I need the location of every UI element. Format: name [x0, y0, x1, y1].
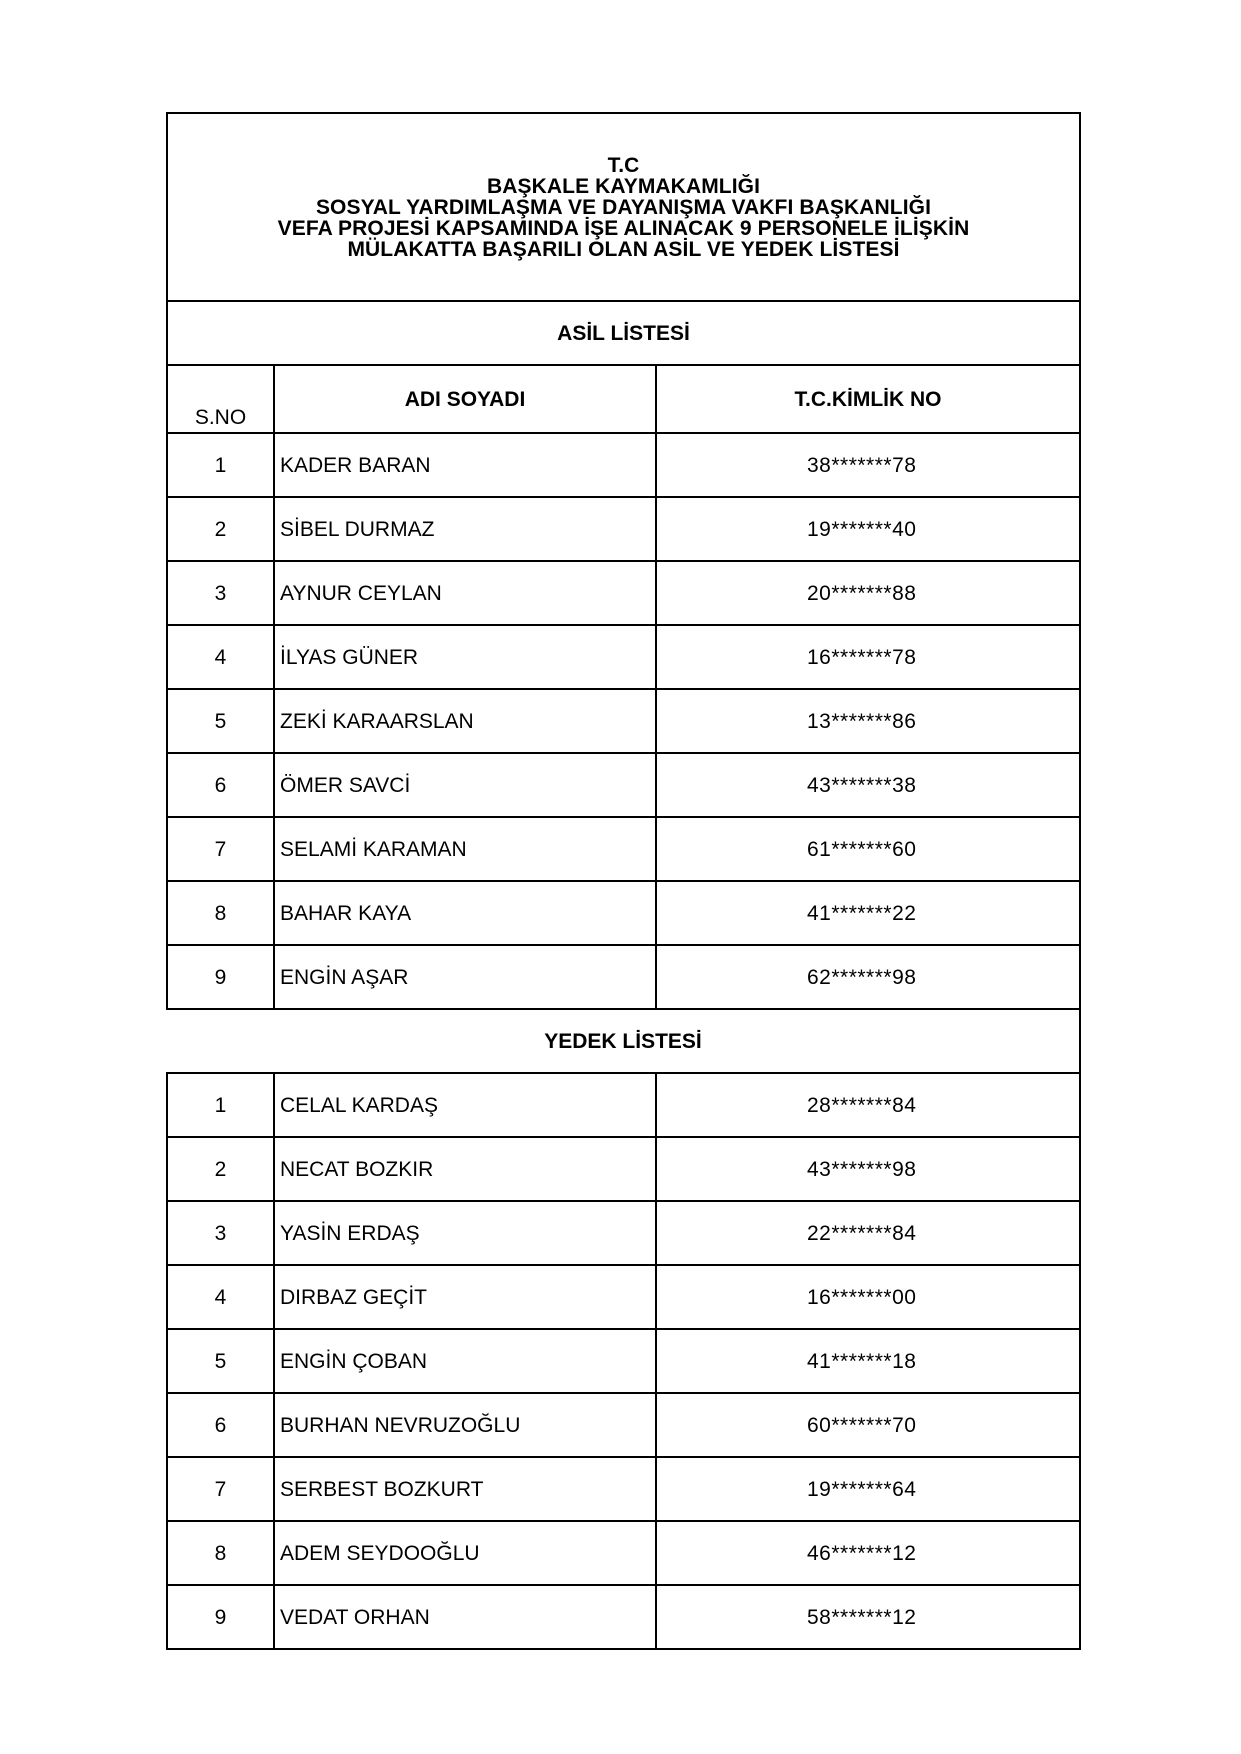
person-name: BAHAR KAYA: [274, 881, 656, 945]
table-row: [167, 1393, 1080, 1457]
table-row: [167, 1329, 1080, 1393]
person-name: SERBEST BOZKURT: [274, 1457, 656, 1521]
row-number: 1: [167, 433, 274, 497]
table-row: [167, 497, 1080, 561]
row-number: 7: [167, 817, 274, 881]
table-row: [167, 1137, 1080, 1201]
tc-kimlik-no: 43*******98: [656, 1137, 1080, 1201]
column-header-sno: S.NO: [167, 365, 274, 433]
asil-section-row: [167, 301, 1080, 365]
tc-kimlik-no: 19*******64: [656, 1457, 1080, 1521]
table-row: [167, 1265, 1080, 1329]
column-header-tc: T.C.KİMLİK NO: [656, 365, 1080, 433]
person-name: YASİN ERDAŞ: [274, 1201, 656, 1265]
table-row: [167, 561, 1080, 625]
row-number: 3: [167, 561, 274, 625]
yedek-section-row: [167, 1009, 1080, 1073]
person-name: ADEM SEYDOOĞLU: [274, 1521, 656, 1585]
table-row: [167, 945, 1080, 1009]
row-number: 9: [167, 945, 274, 1009]
asil-section-title: ASİL LİSTESİ: [167, 301, 1080, 365]
tc-kimlik-no: 28*******84: [656, 1073, 1080, 1137]
title-line-3: SOSYAL YARDIMLAŞMA VE DAYANIŞMA VAKFI BAŞKANLIĞI: [315, 195, 932, 219]
person-name: NECAT BOZKIR: [274, 1137, 656, 1201]
title-line-2: BAŞKALE KAYMAKAMLIĞI: [486, 174, 761, 198]
person-name: SİBEL DURMAZ: [274, 497, 656, 561]
tc-kimlik-no: 16*******00: [656, 1265, 1080, 1329]
tc-kimlik-no: 58*******12: [656, 1585, 1080, 1649]
table-row: [167, 753, 1080, 817]
row-number: 5: [167, 1329, 274, 1393]
person-name: İLYAS GÜNER: [274, 625, 656, 689]
yedek-section-title: YEDEK LİSTESİ: [167, 1009, 1080, 1073]
title-row: [167, 113, 1080, 301]
row-number: 1: [167, 1073, 274, 1137]
row-number: 2: [167, 1137, 274, 1201]
tc-kimlik-no: 41*******22: [656, 881, 1080, 945]
row-number: 2: [167, 497, 274, 561]
document-title-block: [167, 113, 1080, 301]
person-name: AYNUR CEYLAN: [274, 561, 656, 625]
tc-kimlik-no: 61*******60: [656, 817, 1080, 881]
title-line-1: T.C: [607, 153, 640, 177]
table-row: [167, 1073, 1080, 1137]
row-number: 6: [167, 753, 274, 817]
table-body: [167, 113, 1080, 1649]
table-row: [167, 881, 1080, 945]
tc-kimlik-no: 16*******78: [656, 625, 1080, 689]
table-row: [167, 1457, 1080, 1521]
tc-kimlik-no: 62*******98: [656, 945, 1080, 1009]
person-name: ZEKİ KARAARSLAN: [274, 689, 656, 753]
row-number: 4: [167, 625, 274, 689]
tc-kimlik-no: 43*******38: [656, 753, 1080, 817]
document-sheet: [166, 112, 1079, 1650]
row-number: 3: [167, 1201, 274, 1265]
table-row: [167, 625, 1080, 689]
person-name: CELAL KARDAŞ: [274, 1073, 656, 1137]
table-row: [167, 689, 1080, 753]
table-row: [167, 1585, 1080, 1649]
table-row: [167, 817, 1080, 881]
tc-kimlik-no: 46*******12: [656, 1521, 1080, 1585]
person-name: SELAMİ KARAMAN: [274, 817, 656, 881]
tc-kimlik-no: 60*******70: [656, 1393, 1080, 1457]
tc-kimlik-no: 41*******18: [656, 1329, 1080, 1393]
tc-kimlik-no: 13*******86: [656, 689, 1080, 753]
person-name: ÖMER SAVCİ: [274, 753, 656, 817]
table-row: [167, 1521, 1080, 1585]
row-number: 8: [167, 1521, 274, 1585]
tc-kimlik-no: 38*******78: [656, 433, 1080, 497]
title-line-4: VEFA PROJESİ KAPSAMINDA İŞE ALINACAK 9 PERSONELE İLİŞKİN: [277, 216, 970, 240]
row-number: 6: [167, 1393, 274, 1457]
person-name: KADER BARAN: [274, 433, 656, 497]
row-number: 4: [167, 1265, 274, 1329]
person-name: VEDAT ORHAN: [274, 1585, 656, 1649]
tc-kimlik-no: 20*******88: [656, 561, 1080, 625]
person-name: DIRBAZ GEÇİT: [274, 1265, 656, 1329]
tc-kimlik-no: 19*******40: [656, 497, 1080, 561]
table-row: [167, 1201, 1080, 1265]
person-name: ENGİN AŞAR: [274, 945, 656, 1009]
tc-kimlik-no: 22*******84: [656, 1201, 1080, 1265]
person-name: ENGİN ÇOBAN: [274, 1329, 656, 1393]
column-header-row: [167, 365, 1080, 433]
candidate-table: [166, 112, 1081, 1650]
row-number: 8: [167, 881, 274, 945]
table-row: [167, 433, 1080, 497]
title-line-5: MÜLAKATTA BAŞARILI OLAN ASİL VE YEDEK LİSTESİ: [347, 237, 900, 261]
row-number: 9: [167, 1585, 274, 1649]
person-name: BURHAN NEVRUZOĞLU: [274, 1393, 656, 1457]
row-number: 5: [167, 689, 274, 753]
row-number: 7: [167, 1457, 274, 1521]
column-header-name: ADI SOYADI: [274, 365, 656, 433]
